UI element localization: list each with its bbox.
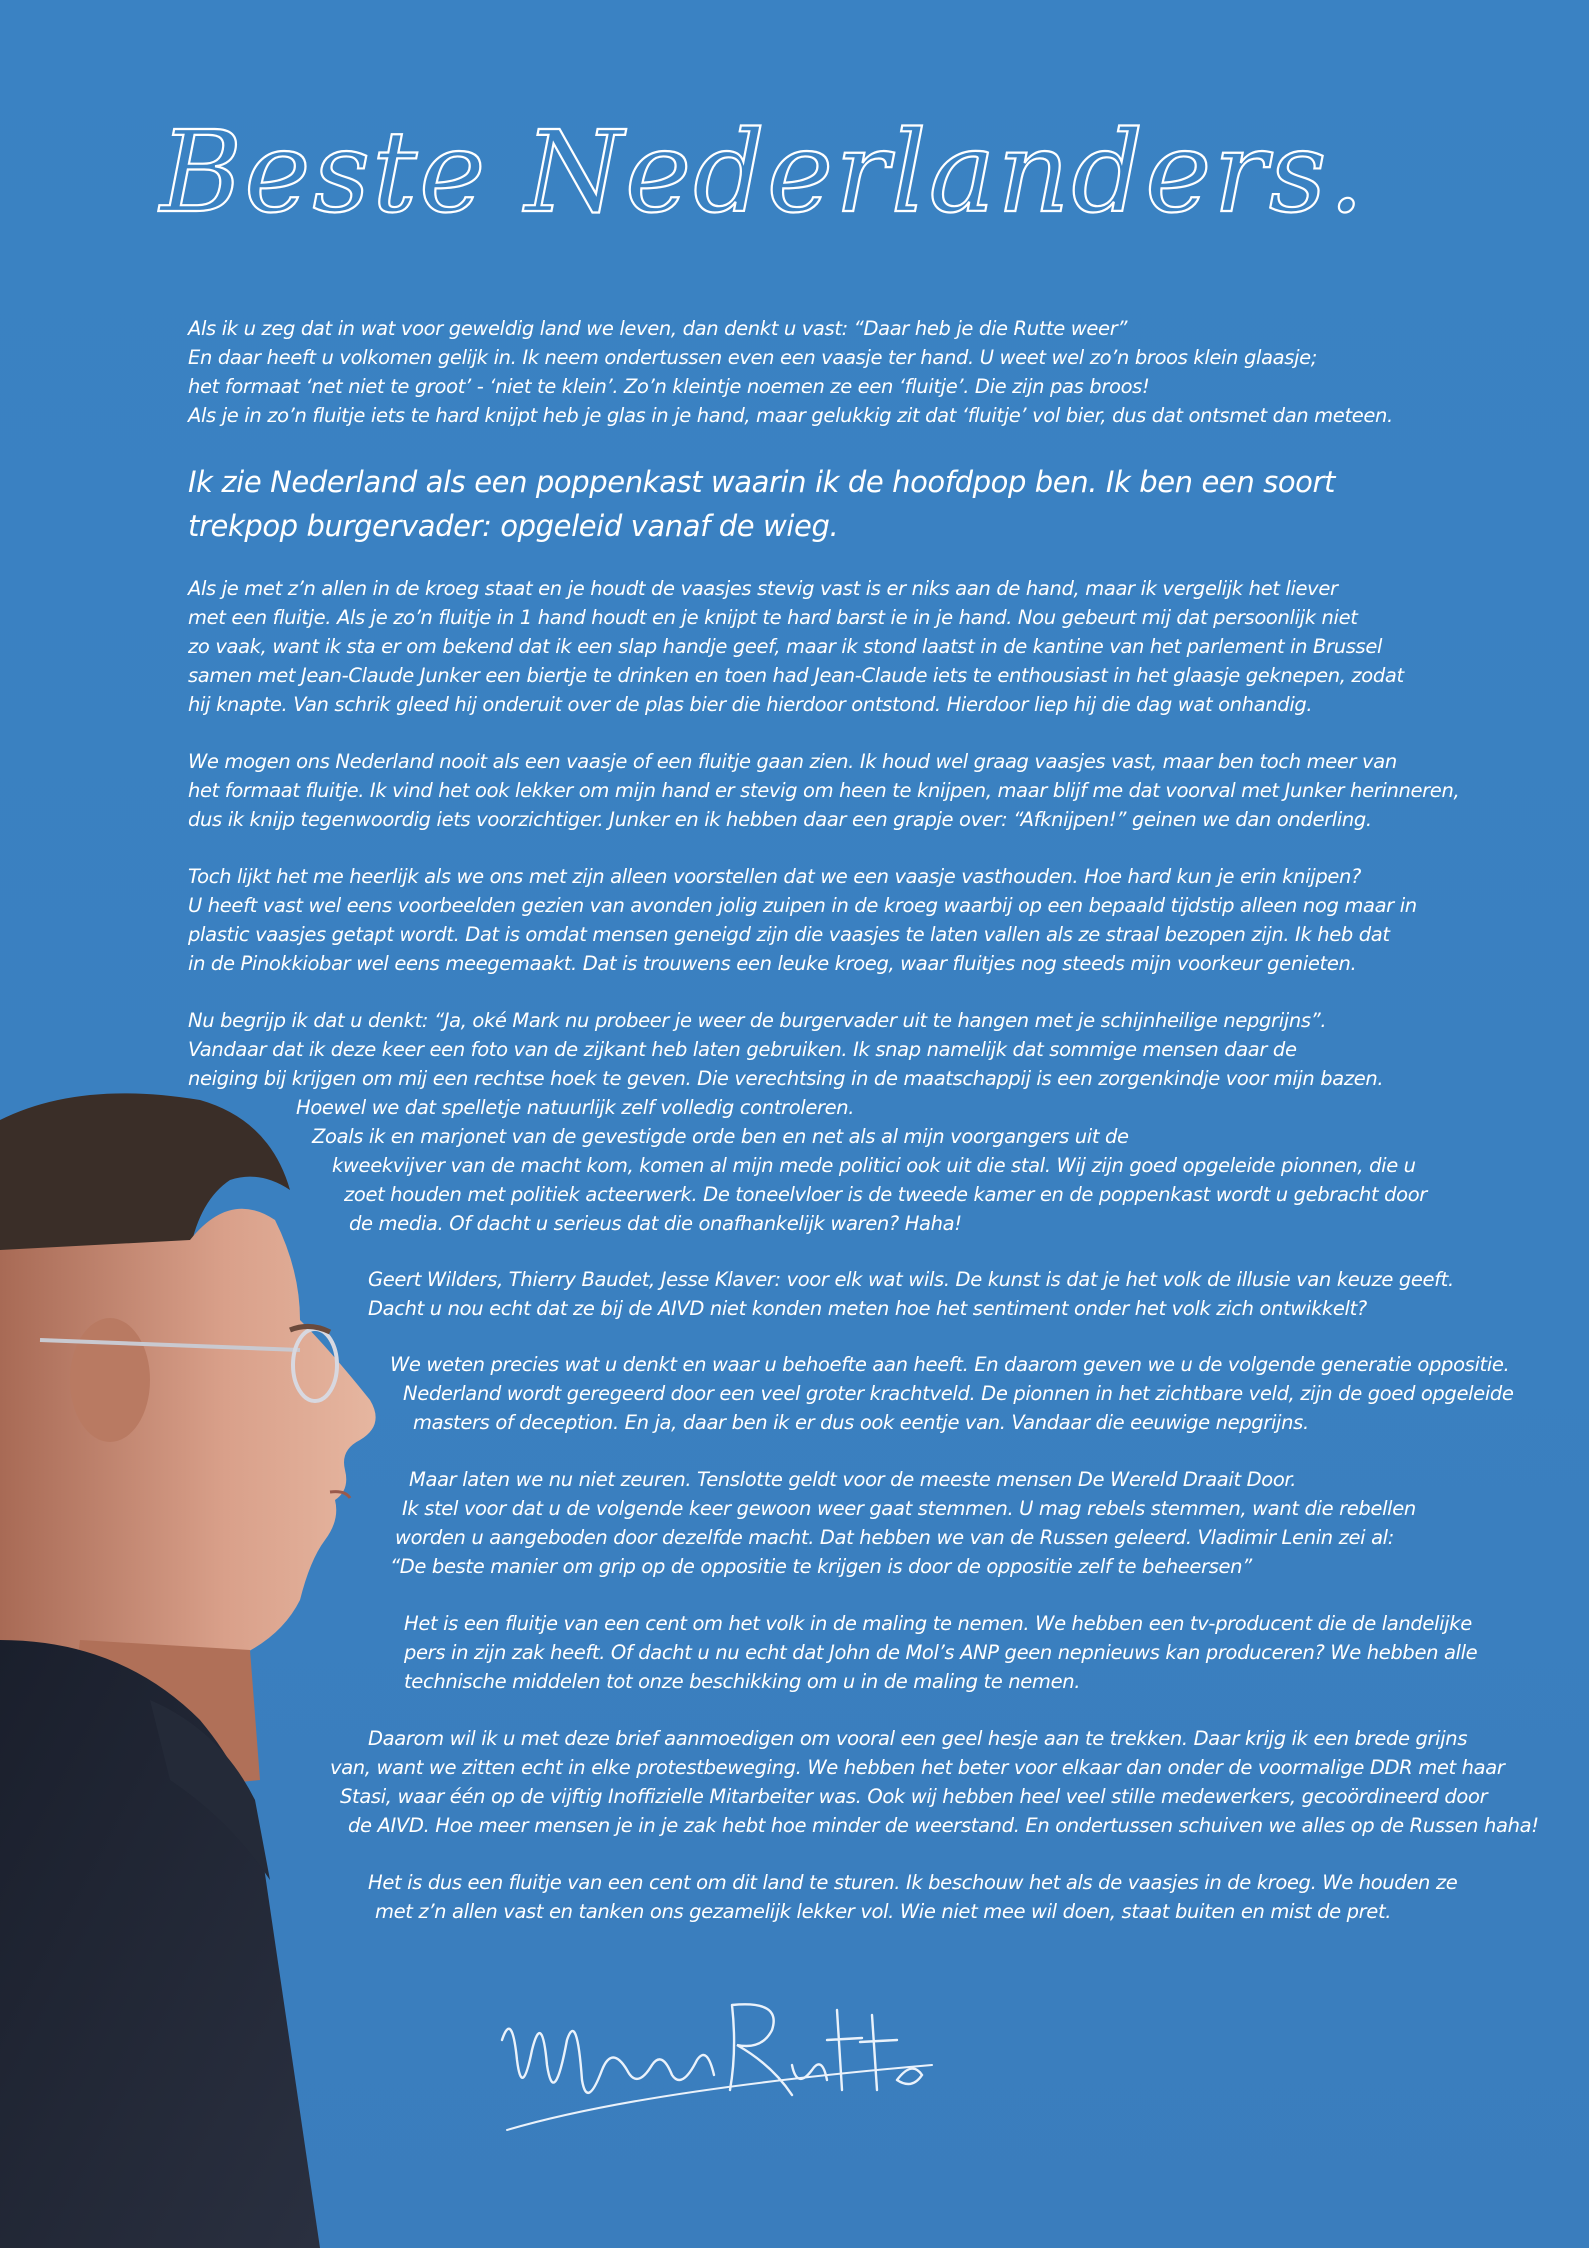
signature	[492, 1970, 952, 2160]
paragraph-10-line-2: van, want we zitten echt in elke protestbeweging. We hebben het beter voor elkaar dan onder de voormalige DDR met haar	[330, 1756, 1505, 1779]
paragraph-2-line-3: zo vaak, want ik sta er om bekend dat ik een slap handje geef, maar ik stond laatst in de kantine van het parlement in Brussel	[188, 635, 1383, 658]
paragraph-1-line-4: Als je in zo’n fluitje iets te hard knijpt heb je glas in je hand, maar gelukkig zit dat ‘fluitje’ vol bier, dus dat ontsmet dan meteen.	[188, 404, 1393, 427]
paragraph-11-line-2: met z’n allen vast en tanken ons gezamelijk lekker vol. Wie niet mee wil doen, staat buiten en mist de pret.	[375, 1900, 1392, 1923]
paragraph-11-line-1: Het is dus een fluitje van een cent om dit land te sturen. Ik beschouw het als de vaasjes in de kroeg. We houden ze	[368, 1871, 1458, 1894]
paragraph-7-line-2: Nederland wordt geregeerd door een veel groter krachtveld. De pionnen in het zichtbare veld, zijn de goed opgeleide	[403, 1382, 1514, 1405]
paragraph-2-line-5: hij knapte. Van schrik gleed hij onderuit over de plas bier die hierdoor ontstond. Hierdoor liep hij die dag wat onhandig.	[188, 693, 1313, 716]
paragraph-5-line-1: Nu begrijp ik dat u denkt: “Ja, oké Mark nu probeer je weer de burgervader uit te hangen met je schijnheilige nepgrijns”.	[188, 1009, 1327, 1032]
paragraph-1-line-1: Als ik u zeg dat in wat voor geweldig land we leven, dan denkt u vast: “Daar heb je die Rutte weer”	[188, 317, 1128, 340]
paragraph-5-line-2: Vandaar dat ik deze keer een foto van de zijkant heb laten gebruiken. Ik snap namelijk dat sommige mensen daar de	[188, 1038, 1297, 1061]
paragraph-3-line-1: We mogen ons Nederland nooit als een vaasje of een fluitje gaan zien. Ik houd wel graag vaasjes vast, maar ben toch meer van	[188, 750, 1397, 773]
paragraph-5-line-6: kweekvijver van de macht kom, komen al mijn mede politici ook uit die stal. Wij zijn goed opgeleide pionnen, die u	[332, 1154, 1416, 1177]
paragraph-8-line-4: “De beste manier om grip op de oppositie te krijgen is door de oppositie zelf te beheersen”	[390, 1555, 1252, 1578]
paragraph-4-line-3: plastic vaasjes getapt wordt. Dat is omdat mensen geneigd zijn die vaasjes te laten vallen als ze straal bezopen zijn. Ik heb dat	[188, 923, 1390, 946]
quote-line-2: trekpop burgervader: opgeleid vanaf de wieg.	[188, 509, 839, 543]
paragraph-4-line-4: in de Pinokkiobar wel eens meegemaakt. Dat is trouwens een leuke kroeg, waar fluitjes nog steeds mijn voorkeur genieten.	[188, 952, 1357, 975]
paragraph-8-line-3: worden u aangeboden door dezelfde macht. Dat hebben we van de Russen geleerd. Vladimir Lenin zei al:	[395, 1526, 1394, 1549]
paragraph-3-line-2: het formaat fluitje. Ik vind het ook lekker om mijn hand er stevig om heen te knijpen, maar blijf me dat voorval met Junker herinneren,	[188, 779, 1460, 802]
paragraph-5-line-4: Hoewel we dat spelletje natuurlijk zelf volledig controleren.	[296, 1096, 855, 1119]
paragraph-2-line-1: Als je met z’n allen in de kroeg staat en je houdt de vaasjes stevig vast is er niks aan de hand, maar ik vergelijk het liever	[188, 577, 1338, 600]
paragraph-9-line-1: Het is een fluitje van een cent om het volk in de maling te nemen. We hebben een tv-producent die de landelijke	[404, 1612, 1472, 1635]
quote-line-1: Ik zie Nederland als een poppenkast waarin ik de hoofdpop ben. Ik ben een soort	[188, 465, 1336, 499]
paragraph-7-line-1: We weten precies wat u denkt en waar u behoefte aan heeft. En daarom geven we u de volgende generatie oppositie.	[390, 1353, 1510, 1376]
paragraph-5-line-7: zoet houden met politiek acteerwerk. De toneelvloer is de tweede kamer en de poppenkast wordt u gebracht door	[344, 1183, 1427, 1206]
paragraph-8-line-2: Ik stel voor dat u de volgende keer gewoon weer gaat stemmen. U mag rebels stemmen, want die rebellen	[402, 1497, 1416, 1520]
paragraph-1-line-2: En daar heeft u volkomen gelijk in. Ik neem ondertussen even een vaasje ter hand. U weet wel zo’n broos klein glaasje;	[188, 346, 1318, 369]
paragraph-6-line-1: Geert Wilders, Thierry Baudet, Jesse Klaver: voor elk wat wils. De kunst is dat je het volk de illusie van keuze geeft.	[368, 1268, 1454, 1291]
paragraph-9-line-2: pers in zijn zak heeft. Of dacht u nu echt dat John de Mol’s ANP geen nepnieuws kan produceren? We hebben alle	[404, 1641, 1478, 1664]
paragraph-2-line-2: met een fluitje. Als je zo’n fluitje in 1 hand houdt en je knijpt te hard barst ie in je hand. Nou gebeurt mij dat persoonlijk niet	[188, 606, 1358, 629]
paragraph-4-line-2: U heeft vast wel eens voorbeelden gezien van avonden jolig zuipen in de kroeg waarbij op een bepaald tijdstip alleen nog maar in	[188, 894, 1417, 917]
paragraph-4-line-1: Toch lijkt het me heerlijk als we ons met zijn alleen voorstellen dat we een vaasje vasthouden. Hoe hard kun je erin knijpen?	[188, 865, 1362, 888]
paragraph-9-line-3: technische middelen tot onze beschikking om u in de maling te nemen.	[404, 1670, 1081, 1693]
paragraph-5-line-8: de media. Of dacht u serieus dat die onafhankelijk waren? Haha!	[349, 1212, 962, 1235]
paragraph-2-line-4: samen met Jean-Claude Junker een biertje te drinken en toen had Jean-Claude iets te enthousiast in het glaasje geknepen, zodat	[188, 664, 1404, 687]
paragraph-10-line-3: Stasi, waar één op de vijftig Inoffizielle Mitarbeiter was. Ook wij hebben heel veel stille medewerkers, gecoördineerd door	[340, 1785, 1488, 1808]
paragraph-6-line-2: Dacht u nou echt dat ze bij de AIVD niet konden meten hoe het sentiment onder het volk zich ontwikkelt?	[368, 1297, 1367, 1320]
paragraph-5-line-5: Zoals ik en marjonet van de gevestigde orde ben en net als al mijn voorgangers uit de	[312, 1125, 1129, 1148]
paragraph-8-line-1: Maar laten we nu niet zeuren. Tenslotte geldt voor de meeste mensen De Wereld Draait Door.	[409, 1468, 1297, 1491]
paragraph-10-line-1: Daarom wil ik u met deze brief aanmoedigen om vooral een geel hesje aan te trekken. Daar krijg ik een brede grijns	[368, 1727, 1468, 1750]
paragraph-10-line-4: de AIVD. Hoe meer mensen je in je zak hebt hoe minder de weerstand. En ondertussen schuiven we alles op de Russen haha!	[348, 1814, 1539, 1837]
paragraph-7-line-3: masters of deception. En ja, daar ben ik er dus ook eentje van. Vandaar die eeuwige nepgrijns.	[413, 1411, 1309, 1434]
paragraph-1-line-3: het formaat ‘net niet te groot’ - ‘niet te klein’. Zo’n kleintje noemen ze een ‘fluitje’. Die zijn pas broos!	[188, 375, 1150, 398]
heading-text: Beste Nederlanders.	[160, 108, 1367, 238]
paragraph-5-line-3: neiging bij krijgen om mij een rechtse hoek te geven. Die verechtsing in de maatschappij is een zorgenkindje voor mijn bazen.	[188, 1067, 1384, 1090]
paragraph-3-line-3: dus ik knijp tegenwoordig iets voorzichtiger. Junker en ik hebben daar een grapje over: “Afknijpen!” geinen we dan onderling.	[188, 808, 1372, 831]
